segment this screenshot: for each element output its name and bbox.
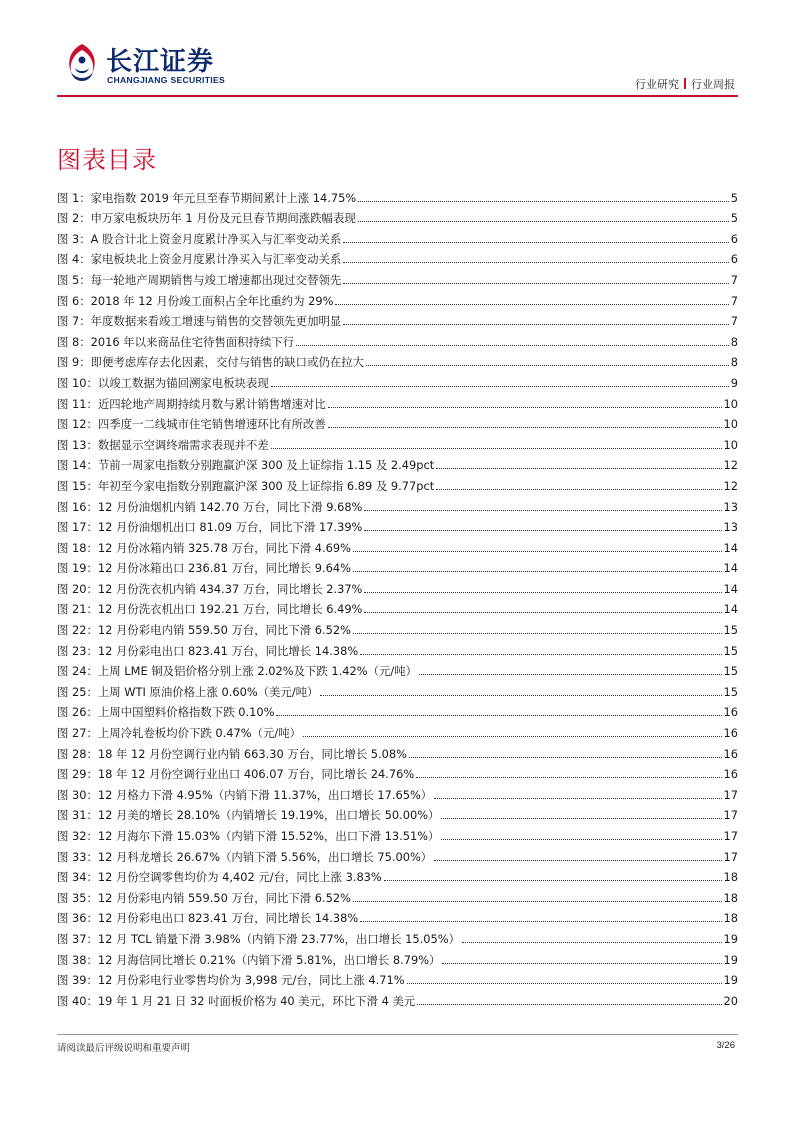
toc-entry-page: 16 — [723, 705, 738, 720]
toc-leader-dots — [320, 695, 721, 696]
toc-entry-page: 19 — [723, 973, 738, 988]
toc-leader-dots — [303, 736, 721, 737]
toc-entry-label: 图 23：12 月份彩电出口 823.41 万台，同比增长 14.38% — [57, 643, 359, 658]
toc-leader-dots — [419, 674, 722, 675]
toc-entry[interactable] — [57, 905, 738, 926]
toc-entry-label: 图 21：12 月份洗衣机出口 192.21 万台，同比增长 6.49% — [57, 602, 363, 617]
header-category — [635, 76, 735, 92]
toc-entry-label: 图 33：12 月科龙增长 26.67%（内销下滑 5.56%，出口增长 75.00%） — [57, 849, 433, 864]
toc-leader-dots — [407, 983, 722, 984]
toc-entry-page: 17 — [723, 829, 738, 843]
toc-entry[interactable] — [57, 225, 738, 246]
toc-entry-label: 图 36：12 月份彩电出口 823.41 万台，同比增长 14.38% — [57, 911, 359, 926]
toc-leader-dots — [353, 571, 722, 572]
toc-entry-label: 图 22：12 月份彩电内销 559.50 万台，同比下滑 6.52% — [57, 623, 351, 638]
toc-entry-label: 图 10：以竣工数据为锚回溯家电板块表现 — [57, 375, 269, 390]
toc-leader-dots — [441, 818, 721, 819]
toc-leader-dots — [358, 201, 729, 202]
toc-leader-dots — [436, 489, 721, 490]
toc-entry[interactable] — [57, 637, 738, 658]
toc-title: 图表目录 — [57, 146, 157, 174]
toc-entry-page: 10 — [723, 437, 738, 452]
toc-leader-dots — [335, 304, 728, 305]
toc-entry[interactable] — [57, 534, 738, 555]
toc-entry[interactable] — [57, 761, 738, 782]
toc-entry[interactable] — [57, 431, 738, 452]
toc-entry-page: 17 — [723, 808, 738, 823]
toc-entry[interactable] — [57, 616, 738, 637]
toc-entry-label: 图 1：家电指数 2019 年元旦至春节期间累计上涨 14.75% — [57, 190, 357, 205]
toc-entry-label: 图 17：12 月份油烟机出口 81.09 万台，同比下滑 17.39% — [57, 520, 363, 535]
toc-entry[interactable] — [57, 658, 738, 679]
toc-leader-dots — [271, 448, 722, 449]
toc-entry-page: 9 — [730, 375, 738, 390]
page-number: 3/26 — [716, 1040, 735, 1051]
toc-entry-page: 7 — [730, 293, 738, 308]
toc-entry-label: 图 18：12 月份冰箱内销 325.78 万台，同比下滑 4.69% — [57, 540, 351, 555]
toc-entry-page: 15 — [723, 684, 738, 699]
toc-entry-page: 19 — [723, 952, 738, 967]
footer-divider — [57, 1034, 738, 1035]
toc-entry-label: 图 25：上周 WTI 原油价格上涨 0.60%（美元/吨） — [57, 684, 319, 699]
toc-entry-label: 图 38：12 月海信同比增长 0.21%（内销下滑 5.81%，出口增长 8.79%） — [57, 952, 441, 967]
toc-entry-label: 图 37：12 月 TCL 销量下滑 3.98%（内销下滑 23.77%，出口增长 15.05%） — [57, 931, 461, 946]
toc-entry-page: 18 — [723, 890, 738, 905]
toc-entry[interactable] — [57, 308, 738, 329]
toc-leader-dots — [343, 242, 728, 243]
toc-leader-dots — [358, 221, 729, 222]
toc-list — [57, 184, 738, 1008]
toc-entry-page: 8 — [730, 355, 738, 370]
toc-leader-dots — [353, 551, 722, 552]
toc-entry-page: 7 — [730, 272, 738, 287]
toc-entry-label: 图 3：A 股合计北上资金月度累计净买入与汇率变动关系 — [57, 231, 342, 246]
toc-entry-label: 图 40：19 年 1 月 21 日 32 吋面板价格为 40 美元，环比下滑 4 美元 — [57, 993, 416, 1008]
toc-entry[interactable] — [57, 555, 738, 576]
toc-entry-page: 12 — [723, 458, 738, 473]
toc-entry[interactable] — [57, 864, 738, 885]
toc-entry[interactable] — [57, 987, 738, 1008]
header-divider — [57, 95, 738, 97]
toc-leader-dots — [442, 963, 721, 964]
toc-leader-dots — [434, 860, 721, 861]
toc-entry[interactable] — [57, 205, 738, 226]
toc-entry[interactable] — [57, 514, 738, 535]
toc-entry[interactable] — [57, 390, 738, 411]
toc-entry-page: 12 — [723, 478, 738, 493]
toc-entry-page: 19 — [723, 931, 738, 946]
toc-entry-page: 15 — [723, 643, 738, 658]
toc-leader-dots — [416, 777, 721, 778]
toc-entry[interactable] — [57, 452, 738, 473]
toc-entry-page: 14 — [723, 561, 738, 576]
toc-entry[interactable] — [57, 719, 738, 740]
toc-entry-label: 图 30：12 月格力下滑 4.95%（内销下滑 11.37%，出口增长 17.65%） — [57, 787, 433, 802]
toc-entry-label: 图 35：12 月份彩电内销 559.50 万台，同比下滑 6.52% — [57, 890, 351, 905]
toc-entry[interactable] — [57, 287, 738, 308]
toc-entry-page: 6 — [730, 231, 738, 246]
toc-entry[interactable] — [57, 575, 738, 596]
toc-entry-page: 16 — [723, 767, 738, 782]
toc-leader-dots — [366, 365, 729, 366]
toc-entry[interactable] — [57, 246, 738, 267]
toc-leader-dots — [434, 798, 721, 799]
toc-entry-label: 图 4：家电板块北上资金月度累计净买入与汇率变动关系 — [57, 252, 342, 267]
toc-entry[interactable] — [57, 699, 738, 720]
toc-entry-label: 图 19：12 月份冰箱出口 236.81 万台，同比增长 9.64% — [57, 561, 351, 576]
toc-leader-dots — [417, 1004, 721, 1005]
toc-entry-page: 13 — [723, 520, 738, 535]
toc-entry[interactable] — [57, 925, 738, 946]
report-type-label: 行业周报 — [691, 78, 735, 91]
toc-leader-dots — [296, 345, 729, 346]
toc-entry-page: 18 — [723, 870, 738, 885]
toc-entry-label: 图 7：年度数据来看竣工增速与销售的交替领先更加明显 — [57, 314, 342, 329]
toc-entry[interactable] — [57, 802, 738, 823]
toc-entry[interactable] — [57, 184, 738, 205]
toc-entry[interactable] — [57, 822, 738, 843]
toc-entry-label: 图 13：数据显示空调终端需求表现并不差 — [57, 437, 269, 452]
page-header — [0, 0, 793, 100]
toc-leader-dots — [360, 921, 721, 922]
toc-entry-page: 18 — [723, 911, 738, 926]
toc-entry-page: 7 — [730, 314, 738, 329]
toc-entry-page: 14 — [723, 540, 738, 555]
toc-entry-label: 图 15：年初至今家电指数分别跑赢沪深 300 及上证综指 6.89 及 9.77pct — [57, 478, 435, 493]
toc-leader-dots — [343, 283, 729, 284]
toc-leader-dots — [276, 715, 721, 716]
toc-entry-label: 图 28：18 年 12 月份空调行业内销 663.30 万台，同比增长 5.08% — [57, 746, 407, 761]
toc-entry-page: 10 — [723, 396, 738, 411]
toc-entry[interactable] — [57, 678, 738, 699]
toc-entry-label: 图 31：12 月美的增长 28.10%（内销增长 19.19%，出口增长 50.00%） — [57, 808, 440, 823]
toc-entry-page: 16 — [723, 726, 738, 741]
toc-entry-page: 14 — [723, 602, 738, 617]
toc-leader-dots — [343, 262, 729, 263]
toc-entry-label: 图 27：上周冷轧卷板均价下跌 0.47%（元/吨） — [57, 726, 302, 741]
toc-entry-label: 图 24：上周 LME 铜及铝价格分别上涨 2.02%及下跌 1.42%（元/吨） — [57, 664, 417, 679]
toc-entry-page: 10 — [723, 417, 738, 432]
toc-leader-dots — [364, 510, 721, 511]
toc-entry-label: 图 16：12 月份油烟机内销 142.70 万台，同比下滑 9.68% — [57, 499, 363, 514]
toc-leader-dots — [360, 654, 721, 655]
toc-entry[interactable] — [57, 411, 738, 432]
toc-entry[interactable] — [57, 843, 738, 864]
toc-leader-dots — [462, 942, 721, 943]
toc-entry[interactable] — [57, 349, 738, 370]
toc-leader-dots — [364, 592, 721, 593]
toc-entry-label: 图 29：18 年 12 月份空调行业出口 406.07 万台，同比增长 24.76% — [57, 767, 415, 782]
toc-entry[interactable] — [57, 596, 738, 617]
toc-entry[interactable] — [57, 369, 738, 390]
toc-entry-label: 图 20：12 月份洗衣机内销 434.37 万台，同比增长 2.37% — [57, 581, 363, 596]
toc-entry-page: 5 — [730, 190, 738, 205]
toc-entry-page: 17 — [723, 787, 738, 802]
toc-entry[interactable] — [57, 967, 738, 988]
toc-leader-dots — [436, 468, 721, 469]
toc-entry[interactable] — [57, 946, 738, 967]
toc-entry[interactable] — [57, 266, 738, 287]
toc-leader-dots — [328, 427, 722, 428]
toc-entry-label: 图 32：12 月海尔下滑 15.03%（内销下滑 15.52%，出口下滑 13.51%） — [57, 829, 440, 843]
toc-entry-label: 图 39：12 月份彩电行业零售均价为 3,998 元/台，同比上涨 4.71% — [57, 973, 405, 988]
toc-entry-page: 20 — [723, 993, 738, 1008]
toc-leader-dots — [364, 530, 721, 531]
toc-entry-page: 6 — [730, 252, 738, 267]
company-logo — [62, 40, 252, 90]
category-label: 行业研究 — [635, 78, 679, 91]
toc-entry-page: 8 — [730, 334, 738, 349]
toc-entry-page: 16 — [723, 746, 738, 761]
toc-leader-dots — [364, 612, 721, 613]
toc-entry-page: 13 — [723, 499, 738, 514]
toc-entry-label: 图 12：四季度一二线城市住宅销售增速环比有所改善 — [57, 417, 326, 432]
toc-leader-dots — [343, 324, 729, 325]
toc-entry[interactable] — [57, 493, 738, 514]
toc-entry-label: 图 11：近四轮地产周期持续月数与累计销售增速对比 — [57, 396, 326, 411]
toc-leader-dots — [353, 633, 722, 634]
toc-entry-label: 图 5：每一轮地产周期销售与竣工增速都出现过交替领先 — [57, 272, 342, 287]
toc-entry-page: 15 — [723, 623, 738, 638]
toc-entry-label: 图 34：12 月份空调零售均价为 4,402 元/台，同比上涨 3.83% — [57, 870, 382, 885]
toc-entry-page: 15 — [723, 664, 738, 679]
footer-disclaimer: 请阅读最后评级说明和重要声明 — [57, 1043, 191, 1054]
toc-leader-dots — [384, 880, 722, 881]
logo-chinese-text: 长江证券 — [106, 47, 215, 77]
header-separator — [684, 78, 686, 89]
toc-leader-dots — [441, 839, 721, 840]
toc-entry[interactable] — [57, 781, 738, 802]
changjiang-logo-icon — [62, 42, 102, 86]
toc-entry[interactable] — [57, 472, 738, 493]
toc-leader-dots — [353, 901, 722, 902]
toc-entry-label: 图 9：即便考虑库存去化因素，交付与销售的缺口或仍在拉大 — [57, 355, 365, 370]
toc-entry[interactable] — [57, 328, 738, 349]
toc-leader-dots — [328, 407, 722, 408]
toc-entry-label: 图 6：2018 年 12 月份竣工面积占全年比重约为 29% — [57, 293, 334, 308]
toc-entry-label: 图 14：节前一周家电指数分别跑赢沪深 300 及上证综指 1.15 及 2.49pct — [57, 458, 435, 473]
logo-english-text: CHANGJIANG SECURITIES — [107, 75, 226, 85]
toc-entry-page: 17 — [723, 849, 738, 864]
toc-leader-dots — [409, 757, 722, 758]
toc-entry-label: 图 8：2016 年以来商品住宅待售面积持续下行 — [57, 334, 295, 349]
toc-entry[interactable] — [57, 740, 738, 761]
toc-entry-page: 14 — [723, 581, 738, 596]
toc-leader-dots — [271, 386, 729, 387]
toc-entry-label: 图 2：申万家电板块历年 1 月份及元旦春节期间涨跌幅表现 — [57, 211, 356, 226]
toc-entry-page: 5 — [730, 211, 738, 226]
toc-entry[interactable] — [57, 884, 738, 905]
toc-entry-label: 图 26：上周中国塑料价格指数下跌 0.10% — [57, 705, 275, 720]
